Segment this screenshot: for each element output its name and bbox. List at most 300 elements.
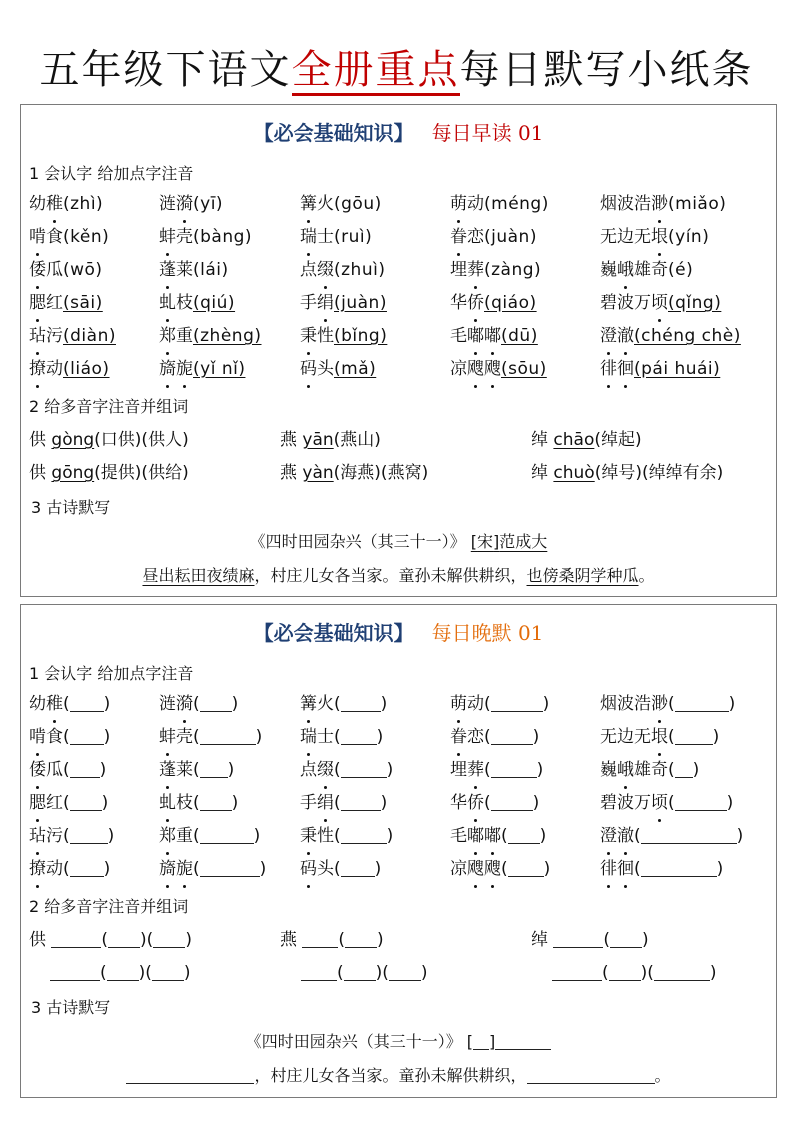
- pinyin-blank[interactable]: [341, 859, 375, 877]
- char: 碧: [600, 293, 617, 313]
- dotted-char: 旖: [159, 854, 176, 884]
- pinyin: (mǎ): [334, 359, 377, 379]
- word-text: [300, 293, 334, 313]
- pinyin: (ruì): [334, 227, 373, 247]
- char: 毛: [450, 326, 467, 346]
- char: 动: [46, 359, 63, 379]
- word-blank[interactable]: [108, 930, 140, 948]
- pinyin: (zhì): [63, 194, 104, 214]
- char: 埋: [450, 260, 467, 280]
- pinyin-blank[interactable]: [301, 963, 337, 981]
- word-text: [159, 359, 193, 379]
- word-text: [29, 694, 63, 714]
- poem-blank-2[interactable]: [527, 1066, 655, 1084]
- char: 凉: [450, 859, 467, 879]
- dotted-char: 葬: [467, 255, 484, 285]
- poem-middle: ，村庄儿女各当家。童孙未解供耕织，: [254, 1066, 527, 1085]
- dotted-char: 葬: [467, 755, 484, 785]
- poem-title: 《四时田园杂兴（其三十一）》: [245, 1032, 462, 1051]
- pinyin-blank[interactable]: [552, 963, 602, 981]
- dotted-char: 飕: [467, 354, 484, 384]
- dotted-char: 澄: [600, 321, 617, 351]
- word-blank-item: 凉飕飕( ): [450, 854, 550, 884]
- pinyin: (zàng): [484, 260, 542, 280]
- daily-evening-label: 每日晚默 01: [431, 621, 544, 645]
- char: 无: [634, 227, 651, 247]
- card-header: [21, 119, 776, 147]
- title-highlight: 全册重点: [292, 47, 460, 96]
- word-text: [600, 359, 634, 379]
- word-text: [600, 793, 668, 813]
- poem-end: 。: [654, 1066, 671, 1085]
- char: 碧: [600, 793, 617, 813]
- pinyin: (qiú): [193, 293, 236, 313]
- char: 浩: [634, 194, 651, 214]
- pinyin-blank[interactable]: [200, 694, 232, 712]
- word-item: [450, 255, 541, 285]
- char: 重: [176, 826, 193, 846]
- word-item: [29, 222, 109, 252]
- section-3-label: 3 古诗默写: [31, 998, 111, 1017]
- dotted-char: 篝: [300, 189, 317, 219]
- pinyin-blank[interactable]: [341, 793, 381, 811]
- dotted-char: 漪: [176, 689, 193, 719]
- word-text: [600, 260, 668, 280]
- word-blank[interactable]: [609, 963, 641, 981]
- dotted-char: 瑞: [300, 722, 317, 752]
- dotted-char: 旎: [176, 354, 193, 384]
- word-blank-item: 碧波万顷( ): [600, 788, 733, 818]
- pinyin: (yī): [193, 194, 224, 214]
- knowledge-label: 【必会基础知识】: [253, 121, 414, 145]
- pinyin: (dū): [501, 326, 538, 346]
- char: 边: [617, 227, 634, 247]
- char: 手: [300, 293, 317, 313]
- char: 动: [46, 859, 63, 879]
- word-text: [300, 260, 334, 280]
- section-3-label: 3 古诗默写: [31, 498, 111, 517]
- pinyin-blank[interactable]: [302, 930, 338, 948]
- pinyin: (bàng): [193, 227, 253, 247]
- dotted-char: 蚌: [159, 722, 176, 752]
- word-text: [159, 793, 193, 813]
- pinyin-blank[interactable]: [70, 760, 100, 778]
- word-text: [159, 826, 193, 846]
- section-2-label: 2 给多音字注音并组词: [29, 897, 189, 916]
- word-text: [300, 859, 334, 879]
- word-text: [300, 359, 334, 379]
- polyphone-row: [21, 458, 776, 488]
- dotted-char: 飕: [467, 854, 484, 884]
- pinyin-blank[interactable]: [200, 859, 260, 877]
- polyphone-item: [29, 458, 189, 488]
- word-text: [300, 694, 334, 714]
- char: 头: [317, 859, 334, 879]
- char: 动: [467, 194, 484, 214]
- pinyin-blank[interactable]: [491, 793, 533, 811]
- char: 华: [450, 793, 467, 813]
- word-text: [600, 194, 668, 214]
- char: 凉: [450, 359, 467, 379]
- word-text: [450, 859, 501, 879]
- dotted-char: 垠: [651, 222, 668, 252]
- word-text: [159, 859, 193, 879]
- word-text: [450, 293, 484, 313]
- dotted-char: 徊: [617, 354, 634, 384]
- polyphone-char: 燕: [280, 930, 297, 950]
- pinyin-blank[interactable]: [675, 694, 729, 712]
- dotted-char: 绢: [317, 788, 334, 818]
- pinyin-blank[interactable]: [341, 727, 377, 745]
- char: 巍: [600, 260, 617, 280]
- word-text: [600, 760, 668, 780]
- pinyin: (pái huái): [634, 359, 721, 379]
- pinyin-blank[interactable]: [200, 727, 256, 745]
- word-item: [450, 222, 537, 252]
- pinyin-blank[interactable]: [641, 826, 737, 844]
- dotted-char: 缀: [317, 255, 334, 285]
- word-item: [159, 354, 245, 384]
- polyphone-blank-item: 绰 ( ): [531, 930, 649, 950]
- word-text: [300, 793, 334, 813]
- word-blank-item: 倭瓜( ): [29, 755, 106, 785]
- pinyin: (gōu): [334, 194, 382, 214]
- dotted-char: 澄: [600, 821, 617, 851]
- dotted-char: 嘟: [484, 321, 501, 351]
- dotted-char: 峨: [617, 755, 634, 785]
- pinyin: (zhèng): [193, 326, 262, 346]
- word-item: [300, 222, 372, 252]
- word-blank-item: 巍峨雄奇( ): [600, 755, 699, 785]
- pinyin-blank[interactable]: [50, 963, 100, 981]
- word-text: [300, 194, 334, 214]
- title-prefix: 五年级下语文: [39, 47, 292, 93]
- pinyin: (chéng chè): [634, 326, 741, 346]
- char: 万: [634, 293, 651, 313]
- char: 瓜: [46, 760, 63, 780]
- char: 性: [317, 326, 334, 346]
- dotted-char: 码: [300, 354, 317, 384]
- word-item: [159, 255, 229, 285]
- word-text: [159, 694, 193, 714]
- word-text: [29, 260, 63, 280]
- word-text: [159, 727, 193, 747]
- pinyin: (juàn): [484, 227, 537, 247]
- dotted-char: 瑞: [300, 222, 317, 252]
- word-text: [450, 326, 501, 346]
- char: 莱: [176, 760, 193, 780]
- char: 涟: [159, 694, 176, 714]
- word-blank[interactable]: [107, 963, 139, 981]
- word-blank[interactable]: [654, 963, 710, 981]
- polyphone-blank-item: 燕 ( ): [280, 930, 384, 950]
- dotted-char: 码: [300, 854, 317, 884]
- char: 壳: [176, 727, 193, 747]
- dotted-char: 蓬: [159, 255, 176, 285]
- dotted-char: 秉: [300, 821, 317, 851]
- char: 雄: [634, 760, 651, 780]
- dotted-char: 玷: [29, 821, 46, 851]
- polyphone-blank-item: ( )( ): [50, 958, 191, 988]
- dotted-char: 顷: [651, 788, 668, 818]
- char: 食: [46, 227, 63, 247]
- word-blank-item: 撩动( ): [29, 854, 110, 884]
- word-text: [450, 194, 484, 214]
- polyphone-words: (海燕)(燕窝): [333, 463, 429, 483]
- polyphone-blank-item: ( )( ): [552, 958, 717, 988]
- dotted-char: 虬: [159, 788, 176, 818]
- word-blank-item: 幼稚( ): [29, 689, 110, 719]
- char: 点: [300, 760, 317, 780]
- char: 华: [450, 293, 467, 313]
- pinyin-blank[interactable]: [70, 793, 102, 811]
- pinyin-blank[interactable]: [491, 760, 537, 778]
- pinyin-blank[interactable]: [200, 793, 232, 811]
- word-item: [300, 255, 385, 285]
- author-blank[interactable]: [495, 1032, 551, 1050]
- poem-part-2: ，村庄儿女各当家。童孙未解供耕织，: [254, 566, 527, 585]
- polyphone-char: 绰: [531, 430, 548, 450]
- dynasty-blank[interactable]: [473, 1032, 489, 1050]
- polyphone-words: (燕山): [333, 430, 381, 450]
- word-text: [300, 326, 334, 346]
- pinyin-blank[interactable]: [341, 826, 387, 844]
- word-text: [29, 826, 63, 846]
- word-item: [159, 222, 252, 252]
- polyphone-pinyin: yàn: [302, 463, 334, 483]
- char: 波: [617, 793, 634, 813]
- word-item: [300, 321, 387, 351]
- word-item: [159, 321, 262, 351]
- pinyin-blank[interactable]: [341, 694, 381, 712]
- word-blank-item: 徘徊( ): [600, 854, 723, 884]
- dotted-char: 侨: [467, 288, 484, 318]
- char: 埋: [450, 760, 467, 780]
- pinyin-blank[interactable]: [70, 694, 104, 712]
- dotted-char: 稚: [46, 189, 63, 219]
- dotted-char: 渺: [651, 189, 668, 219]
- dotted-char: 澈: [617, 821, 634, 851]
- dotted-char: 顷: [651, 288, 668, 318]
- word-blank[interactable]: [153, 930, 185, 948]
- char: 动: [467, 694, 484, 714]
- polyphone-words: (口供)(供人): [94, 430, 189, 450]
- word-item: [29, 354, 110, 384]
- dotted-char: 虬: [159, 288, 176, 318]
- pinyin: (bǐng): [334, 326, 388, 346]
- word-blank-item: 澄澈( ): [600, 821, 743, 851]
- morning-reading-card: [20, 104, 777, 597]
- pinyin: (liáo): [63, 359, 110, 379]
- dotted-char: 嘟: [467, 321, 484, 351]
- dotted-char: 绢: [317, 288, 334, 318]
- pinyin-blank[interactable]: [675, 727, 713, 745]
- char: 瓜: [46, 260, 63, 280]
- pinyin-blank[interactable]: [641, 859, 717, 877]
- char: 奇: [651, 260, 668, 280]
- dotted-char: 啃: [29, 722, 46, 752]
- pinyin: (qǐng): [668, 293, 722, 313]
- word-item: [29, 189, 103, 219]
- pinyin: (yǐ nǐ): [193, 359, 246, 379]
- title-suffix: 每日默写小纸条: [459, 47, 754, 93]
- dotted-char: 峨: [617, 255, 634, 285]
- word-item: [450, 189, 549, 219]
- poem-blank-1[interactable]: [126, 1066, 254, 1084]
- word-blank[interactable]: [389, 963, 421, 981]
- pinyin-blank[interactable]: [70, 826, 108, 844]
- word-text: [300, 760, 334, 780]
- dotted-char: 徘: [600, 854, 617, 884]
- dotted-char: 倭: [29, 255, 46, 285]
- poem-part-3: 也傍桑阴学种瓜: [526, 566, 639, 585]
- polyphone-item: [280, 458, 428, 488]
- polyphone-char: 绰: [531, 930, 548, 950]
- polyphone-char: 绰: [531, 463, 548, 483]
- word-blank-item: 毛嘟嘟( ): [450, 821, 546, 851]
- section-1-label: 1 会认字 给加点字注音: [29, 664, 194, 683]
- polyphone-pinyin: gōng: [51, 463, 95, 483]
- poem-title-line: [21, 529, 776, 555]
- word-blank-item: 萌动( ): [450, 689, 549, 719]
- card-header: [21, 619, 776, 647]
- pinyin-blank[interactable]: [70, 859, 104, 877]
- poem-part-1: 昼出耘田夜绩麻: [142, 566, 255, 585]
- word-item: [600, 189, 726, 219]
- poem-dynasty: [宋]: [470, 532, 500, 551]
- char: 波: [617, 293, 634, 313]
- word-blank-item: 手绢( ): [300, 788, 387, 818]
- char: 莱: [176, 260, 193, 280]
- dotted-char: 漪: [176, 189, 193, 219]
- polyphone-blank-row: [21, 925, 776, 955]
- word-text: [159, 760, 193, 780]
- word-item: [29, 321, 116, 351]
- section-2-label: 2 给多音字注音并组词: [29, 397, 189, 416]
- word-text: [159, 227, 193, 247]
- dotted-char: 蓬: [159, 755, 176, 785]
- char: 红: [46, 793, 63, 813]
- dotted-char: 旖: [159, 354, 176, 384]
- word-blank[interactable]: [345, 930, 377, 948]
- word-text: [600, 727, 668, 747]
- poem-title: 《四时田园杂兴（其三十一）》: [249, 532, 466, 551]
- char: 无: [634, 727, 651, 747]
- poem-body: [21, 563, 776, 589]
- word-text: [29, 793, 63, 813]
- word-blank-item: 埋葬( ): [450, 755, 543, 785]
- word-item: [300, 288, 387, 318]
- pinyin: (wō): [63, 260, 103, 280]
- pinyin-blank[interactable]: [51, 930, 101, 948]
- word-blank[interactable]: [610, 930, 642, 948]
- char: 奇: [651, 760, 668, 780]
- word-text: [600, 326, 634, 346]
- char: 头: [317, 359, 334, 379]
- word-item: [29, 288, 103, 318]
- dotted-char: 缀: [317, 755, 334, 785]
- pinyin-blank[interactable]: [200, 826, 254, 844]
- word-item: [450, 354, 547, 384]
- pinyin-blank[interactable]: [70, 727, 104, 745]
- word-blank-item: 无边无垠( ): [600, 722, 719, 752]
- char: 食: [46, 727, 63, 747]
- dotted-char: 倭: [29, 755, 46, 785]
- pinyin: (lái): [193, 260, 229, 280]
- word-item: [450, 288, 537, 318]
- word-text: [159, 326, 193, 346]
- pinyin-blank[interactable]: [508, 826, 540, 844]
- pinyin: (méng): [484, 194, 549, 214]
- word-text: [159, 293, 193, 313]
- word-blank[interactable]: [344, 963, 376, 981]
- pinyin-blank[interactable]: [491, 694, 543, 712]
- dotted-char: 腮: [29, 288, 46, 318]
- dotted-char: 侨: [467, 788, 484, 818]
- pinyin-blank[interactable]: [675, 760, 693, 778]
- word-blank-item: 啃食( ): [29, 722, 110, 752]
- word-text: [600, 293, 668, 313]
- char: 幼: [29, 194, 46, 214]
- char: 浩: [634, 694, 651, 714]
- word-text: [159, 260, 193, 280]
- polyphone-words: (提供)(供给): [94, 463, 189, 483]
- char: 毛: [450, 826, 467, 846]
- dotted-char: 飕: [484, 354, 501, 384]
- word-blank-item: 虬枝( ): [159, 788, 238, 818]
- word-blank-item: 蓬莱( ): [159, 755, 234, 785]
- char: 性: [317, 826, 334, 846]
- word-text: [600, 826, 634, 846]
- word-item: [29, 255, 103, 285]
- dotted-char: 垠: [651, 722, 668, 752]
- char: 幼: [29, 694, 46, 714]
- pinyin-blank[interactable]: [491, 727, 533, 745]
- dotted-char: 澈: [617, 321, 634, 351]
- evening-dictation-card: [20, 604, 777, 1098]
- poem-title-line: 《四时田园杂兴（其三十一）》 [ ]: [21, 1029, 776, 1055]
- dotted-char: 撩: [29, 354, 46, 384]
- polyphone-row: [21, 425, 776, 455]
- dotted-char: 啃: [29, 222, 46, 252]
- word-text: [29, 227, 63, 247]
- char: 手: [300, 793, 317, 813]
- pinyin-blank[interactable]: [553, 930, 603, 948]
- word-text: [450, 760, 484, 780]
- pinyin-blank[interactable]: [200, 760, 228, 778]
- section-1-label: 1 会认字 给加点字注音: [29, 164, 194, 183]
- polyphone-char: 供: [29, 930, 46, 950]
- dotted-char: 徊: [617, 854, 634, 884]
- word-blank[interactable]: [152, 963, 184, 981]
- dotted-char: 篝: [300, 689, 317, 719]
- word-blank-item: 华侨( ): [450, 788, 539, 818]
- polyphone-item: [280, 425, 381, 455]
- word-item: [600, 321, 741, 351]
- dotted-char: 郑: [159, 821, 176, 851]
- word-item: [600, 354, 720, 384]
- pinyin-blank[interactable]: [675, 793, 727, 811]
- word-item: [600, 255, 693, 285]
- dotted-char: 眷: [450, 222, 467, 252]
- pinyin: (diàn): [63, 326, 116, 346]
- pinyin-blank[interactable]: [341, 760, 387, 778]
- poem-dynasty-text: 宋: [477, 532, 494, 551]
- char: 巍: [600, 760, 617, 780]
- word-blank-item: 郑重( ): [159, 821, 260, 851]
- pinyin-blank[interactable]: [508, 859, 544, 877]
- word-text: [29, 293, 63, 313]
